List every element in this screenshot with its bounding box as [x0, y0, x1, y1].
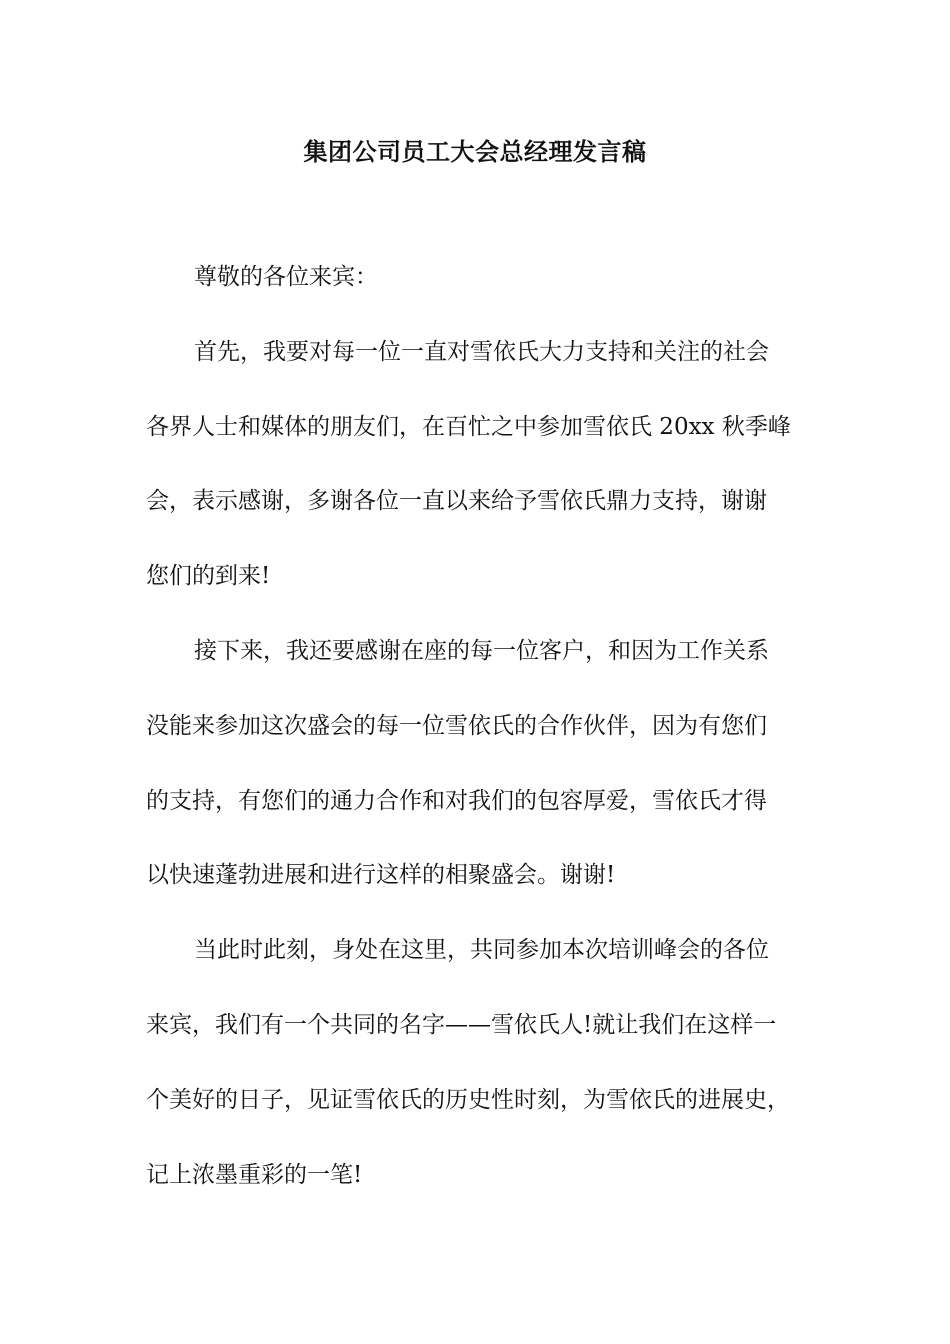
- paragraph-1-line-2: 各界人士和媒体的朋友们，在百忙之中参加雪依氏 20xx 秋季峰: [146, 414, 791, 440]
- paragraph-2-line-1: 接下来，我还要感谢在座的每一位客户，和因为工作关系: [194, 638, 769, 664]
- paragraph-2-line-2: 没能来参加这次盛会的每一位雪依氏的合作伙伴，因为有您们: [146, 713, 767, 739]
- paragraph-3-line-1: 当此时此刻，身处在这里，共同参加本次培训峰会的各位: [194, 937, 769, 963]
- paragraph-3-line-2: 来宾，我们有一个共同的名字——雪依氏人!就让我们在这样一: [146, 1012, 777, 1038]
- document-title: 集团公司员工大会总经理发言稿: [303, 138, 647, 166]
- paragraph-3-line-4: 记上浓墨重彩的一笔!: [146, 1162, 363, 1188]
- paragraph-3-line-3: 个美好的日子，见证雪依氏的历史性时刻，为雪依氏的进展史，: [146, 1087, 790, 1113]
- paragraph-1-line-1: 首先，我要对每一位一直对雪依氏大力支持和关注的社会: [194, 339, 769, 365]
- salutation-line: 尊敬的各位来宾：: [194, 264, 378, 290]
- paragraph-1-line-4: 您们的到来!: [146, 563, 271, 589]
- paragraph-2-line-4: 以快速蓬勃进展和进行这样的相聚盛会。谢谢!: [146, 862, 616, 888]
- paragraph-1-line-3: 会，表示感谢，多谢各位一直以来给予雪依氏鼎力支持，谢谢: [146, 488, 767, 514]
- paragraph-2-line-3: 的支持，有您们的通力合作和对我们的包容厚爱，雪依氏才得: [146, 788, 767, 814]
